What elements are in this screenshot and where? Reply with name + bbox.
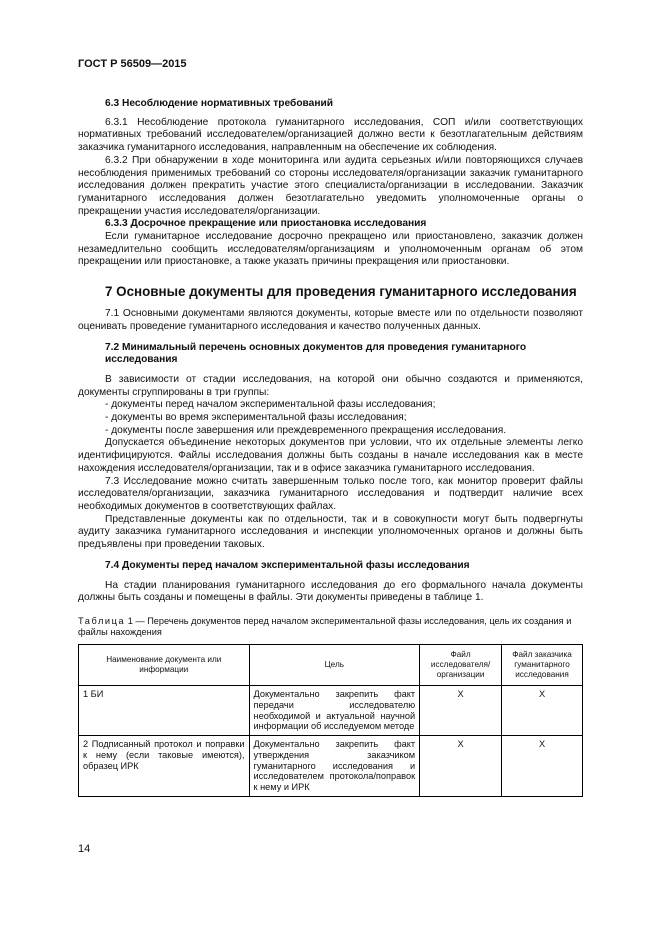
list-item: - документы во время экспериментальной фазы исследования;: [105, 412, 407, 424]
cell-document-name: 2 Подписанный протокол и поправки к нему (если таковые имеются), образец ИРК: [79, 736, 250, 797]
section-7-heading: 7 Основные документы для проведения гуманитарного исследования: [105, 284, 577, 300]
section-6-3-heading: 6.3 Несоблюдение нормативных требований: [105, 98, 334, 109]
page-number: 14: [78, 843, 91, 855]
table-row: [79, 685, 583, 735]
section-6-3-3-heading: 6.3.3 Досрочное прекращение или приостановка исследования: [105, 218, 427, 230]
column-header-investigator-file: Файл исследователя/ организации: [420, 644, 502, 685]
column-header-sponsor-file: Файл заказчика гуманитарного исследования: [502, 644, 583, 685]
column-header-name: Наименование документа или информации: [79, 644, 250, 685]
paragraph-6-3-1: 6.3.1 Несоблюдение протокола гуманитарного исследования, СОП и/или соответствующих нормативных требований исследователем/организацией должно вести к безотлагательным действиям заказчика гуманитарного исследования, направленным на обеспечение их соблюдения.: [78, 116, 583, 154]
cell-goal: Документально закрепить факт утверждения заказчиком гуманитарного исследования и исследователем протокола/поправок к нему и ИРК: [249, 736, 420, 797]
table-caption-text: 1 — Перечень документов перед началом экспериментальной фазы исследования, цель их создания и файлы нахождения: [78, 615, 572, 637]
cell-sponsor-file: X: [502, 685, 583, 735]
cell-goal: Документально закрепить факт передачи исследователю необходимой и актуальной научной информации об исследуемом методе: [249, 685, 420, 735]
column-header-goal: Цель: [249, 644, 420, 685]
cell-investigator-file: X: [420, 736, 502, 797]
document-header-code: ГОСТ Р 56509—2015: [78, 58, 187, 70]
table-header-row: [79, 644, 583, 685]
paragraph-combine: Допускается объединение некоторых документов при условии, что их отдельные элементы легко идентифицируются. Файлы исследования должны быть созданы в начале исследования как в месте нахождения исследователя/организации, так и в офисе заказчика гуманитарного исследования.: [78, 437, 583, 474]
list-item: - документы перед началом экспериментальной фазы исследования;: [105, 399, 436, 411]
paragraph-6-3-3: Если гуманитарное исследование досрочно прекращено или приостановлено, заказчик должен незамедлительно сообщить исследователям/организациям и уполномоченным органам об этом прекращении или приостановке, а также указать причины прекращения или приостановки.: [78, 231, 583, 268]
cell-document-name: 1 БИ: [79, 685, 250, 735]
paragraph-7-3: 7.3 Исследование можно считать завершенным только после того, как монитор проверит файлы исследователя/организации, заказчика гуманитарного исследования и подтвердит наличие всех необходимых документов в соответствующих файлах.: [78, 475, 583, 512]
cell-sponsor-file: X: [502, 736, 583, 797]
table-caption: [78, 616, 583, 638]
table-caption-label: Таблица: [78, 615, 126, 626]
section-7-2-heading: 7.2 Минимальный перечень основных документов для проведения гуманитарного исследования: [105, 341, 527, 366]
paragraph-6-3-2: 6.3.2 При обнаружении в ходе мониторинга или аудита серьезных и/или повторяющихся случаев несоблюдения применимых требований со стороны исследователя/организации заказчик гуманитарного исследования должен прекратить участие этого специалиста/организации в исследовании. Заказчик гуманитарного исследования должен безотлагательно уведомить уполномоченные органы о прекращении участия исследователя/организации.: [78, 154, 583, 217]
document-body: [78, 98, 583, 797]
list-item: - документы после завершения или преждевременного прекращения исследования.: [105, 424, 507, 436]
cell-investigator-file: X: [420, 685, 502, 735]
section-7-4-heading: 7.4 Документы перед началом экспериментальной фазы исследования: [105, 559, 470, 571]
table-row: [79, 736, 583, 797]
paragraph-7-4: На стадии планирования гуманитарного исследования до его формального начала документы должны быть созданы и помещены в файлы. Эти документы приведены в таблице 1.: [78, 579, 583, 604]
paragraph-audit: Представленные документы как по отдельности, так и в совокупности могут быть подвергнуты аудиту заказчика гуманитарного исследования и инспекции уполномоченных органов и должны быть предъявлены при проведении таковых.: [78, 513, 583, 551]
paragraph-7-2: В зависимости от стадии исследования, на которой они обычно создаются и применяются, документы сгруппированы в три группы:: [78, 373, 583, 398]
documents-table: [78, 644, 583, 797]
paragraph-7-1: 7.1 Основными документами являются документы, которые вместе или по отдельности позволяют оценивать проведение гуманитарного исследования и качество полученных данных.: [78, 308, 583, 332]
